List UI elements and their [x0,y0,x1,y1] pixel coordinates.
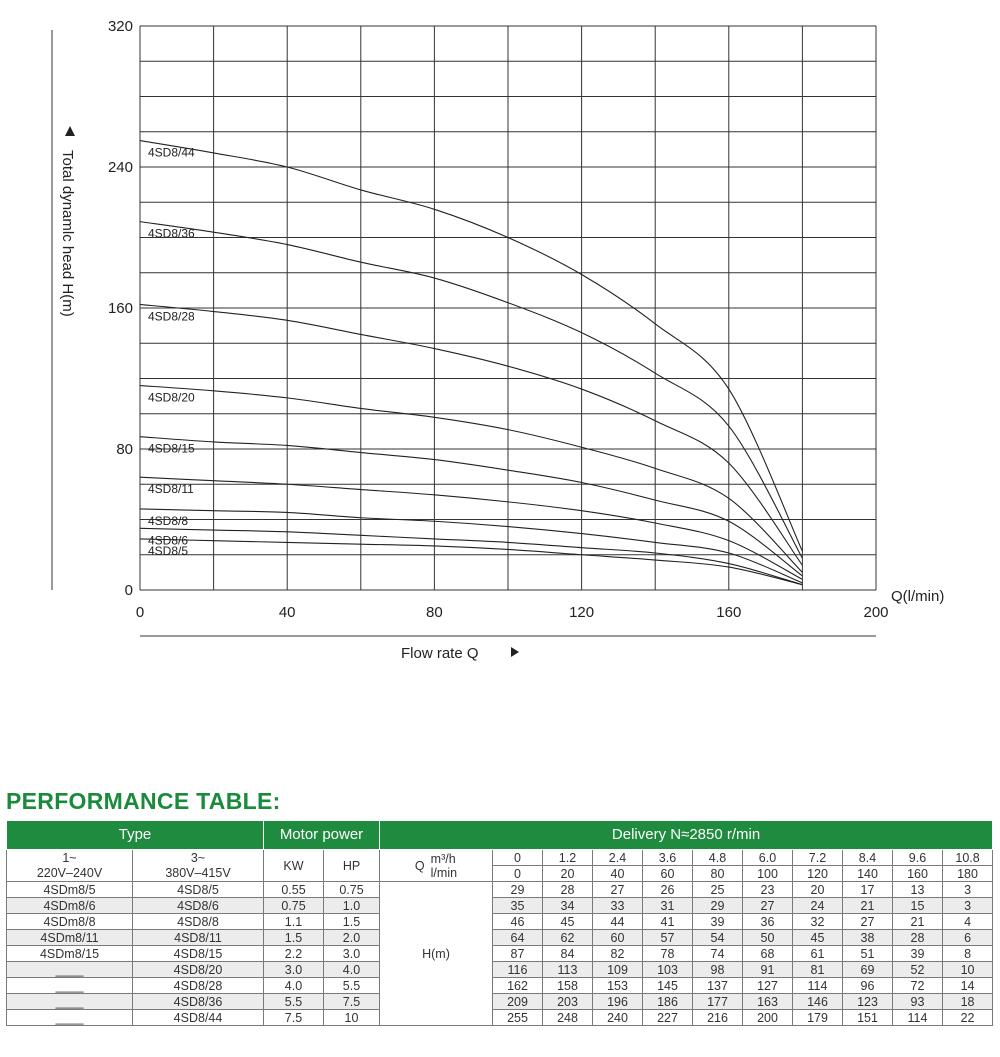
table-row [7,882,993,898]
q-lmin-cell: 20 [543,866,593,882]
kw-cell: 2.2 [264,946,324,962]
q-unit-lmin: l/min [430,865,458,880]
head-value-cell: 24 [793,898,843,914]
curve-label: 4SD8/36 [148,226,195,241]
head-value-cell: 23 [743,882,793,898]
kw-cell: 7.5 [264,1010,324,1026]
head-value-cell: 91 [743,962,793,978]
three-phase-model-cell: 4SD8/6 [133,898,264,914]
single-phase-model-cell: 4SDm8/5 [7,882,133,898]
single-phase-model-cell: ____ [7,994,133,1010]
three-phase-model-cell: 4SD8/5 [133,882,264,898]
header-motor-power: Motor power [264,821,380,850]
q-header [380,850,493,882]
head-value-cell: 51 [843,946,893,962]
y-axis-arrow-icon [65,126,75,136]
head-value-cell: 103 [643,962,693,978]
chart-curves [140,141,802,585]
header-type: Type [7,821,264,850]
curve-line [140,539,802,585]
three-phase-model-cell: 4SD8/36 [133,994,264,1010]
head-value-cell: 158 [543,978,593,994]
q-m3h-cell: 9.6 [893,850,943,866]
head-value-cell: 72 [893,978,943,994]
table-row [7,930,993,946]
head-value-cell: 22 [943,1010,993,1026]
performance-table [6,820,993,1026]
x-tick-label: 200 [863,604,889,621]
curve-label: 4SD8/44 [148,145,195,160]
head-value-cell: 216 [693,1010,743,1026]
head-value-cell: 15 [893,898,943,914]
curve-line [140,509,802,583]
kw-cell: 0.75 [264,898,324,914]
q-lmin-cell: 100 [743,866,793,882]
head-value-cell: 39 [893,946,943,962]
x-tick-label: 80 [426,604,443,621]
q-m3h-cell: 7.2 [793,850,843,866]
hp-cell: 2.0 [324,930,380,946]
head-value-cell: 248 [543,1010,593,1026]
q-lmin-cell: 80 [693,866,743,882]
q-lmin-cell: 60 [643,866,693,882]
three-phase-voltage: 380V–415V [165,865,231,880]
curve-line [140,528,802,584]
x-tick-label: 0 [135,604,145,621]
head-value-cell: 116 [493,962,543,978]
y-tick-label: 0 [124,582,133,599]
y-tick-label: 80 [116,441,133,458]
head-value-cell: 6 [943,930,993,946]
q-lmin-cell: 160 [893,866,943,882]
head-value-cell: 82 [593,946,643,962]
y-tick-label: 160 [107,300,133,317]
curve-label: 4SD8/15 [148,441,195,456]
hp-cell: 10 [324,1010,380,1026]
head-value-cell: 32 [793,914,843,930]
table-row [7,898,993,914]
single-phase-model-cell: 4SDm8/15 [7,946,133,962]
curve-label: 4SD8/5 [148,543,189,558]
q-m3h-cell: 3.6 [643,850,693,866]
head-value-cell: 39 [693,914,743,930]
three-phase-model-cell: 4SD8/44 [133,1010,264,1026]
head-value-cell: 81 [793,962,843,978]
single-phase-model-cell: 4SDm8/8 [7,914,133,930]
x-tick-label: 160 [716,604,742,621]
curve-label: 4SD8/6 [148,533,189,548]
head-value-cell: 255 [493,1010,543,1026]
head-value-cell: 45 [793,930,843,946]
three-phase-label: 3~ [190,850,206,865]
hp-cell: 7.5 [324,994,380,1010]
curve-label: 4SD8/28 [148,309,195,324]
three-phase-model-cell: 4SD8/15 [133,946,264,962]
head-value-cell: 20 [793,882,843,898]
head-value-cell: 200 [743,1010,793,1026]
x-axis-title: Flow rate Q [401,645,479,662]
head-value-cell: 57 [643,930,693,946]
head-value-cell: 60 [593,930,643,946]
kw-header: KW [264,850,324,882]
kw-cell: 0.55 [264,882,324,898]
q-m3h-cell: 10.8 [943,850,993,866]
head-value-cell: 3 [943,882,993,898]
hp-cell: 5.5 [324,978,380,994]
hp-cell: 3.0 [324,946,380,962]
single-phase-model-cell: ____ [7,978,133,994]
head-value-cell: 10 [943,962,993,978]
head-value-cell: 146 [793,994,843,1010]
q-lmin-cell: 40 [593,866,643,882]
table-row [7,914,993,930]
curve-label: 4SD8/8 [148,513,189,528]
single-phase-header [7,850,133,882]
three-phase-header [133,850,264,882]
head-value-cell: 38 [843,930,893,946]
head-value-cell: 27 [843,914,893,930]
subheader-row-1 [7,850,993,866]
header-delivery: Delivery N≈2850 r/min [380,821,993,850]
head-value-cell: 34 [543,898,593,914]
head-value-cell: 209 [493,994,543,1010]
head-value-cell: 3 [943,898,993,914]
chart-grid [140,26,876,590]
head-label-cell: H(m) [380,882,493,1026]
head-value-cell: 27 [743,898,793,914]
head-value-cell: 137 [693,978,743,994]
head-value-cell: 163 [743,994,793,1010]
head-value-cell: 196 [593,994,643,1010]
q-m3h-cell: 4.8 [693,850,743,866]
head-value-cell: 84 [543,946,593,962]
three-phase-model-cell: 4SD8/11 [133,930,264,946]
head-value-cell: 8 [943,946,993,962]
kw-cell: 3.0 [264,962,324,978]
head-value-cell: 227 [643,1010,693,1026]
head-value-cell: 240 [593,1010,643,1026]
table-header-row [7,821,993,850]
q-lmin-cell: 120 [793,866,843,882]
q-label: Q [414,858,425,873]
q-m3h-cell: 1.2 [543,850,593,866]
y-tick-label: 320 [107,18,133,35]
head-value-cell: 27 [593,882,643,898]
three-phase-model-cell: 4SD8/20 [133,962,264,978]
single-phase-model-cell: ____ [7,962,133,978]
x-axis-arrow-icon [511,647,519,657]
table-row [7,946,993,962]
head-value-cell: 41 [643,914,693,930]
hp-cell: 1.5 [324,914,380,930]
head-value-cell: 203 [543,994,593,1010]
head-value-cell: 28 [543,882,593,898]
performance-table-body [7,850,993,1026]
head-value-cell: 26 [643,882,693,898]
head-value-cell: 87 [493,946,543,962]
three-phase-model-cell: 4SD8/28 [133,978,264,994]
curve-line [140,222,802,559]
chart-axis-decorations [52,30,944,662]
head-value-cell: 123 [843,994,893,1010]
head-value-cell: 17 [843,882,893,898]
q-m3h-cell: 8.4 [843,850,893,866]
three-phase-model-cell: 4SD8/8 [133,914,264,930]
x-tick-label: 120 [569,604,595,621]
head-value-cell: 14 [943,978,993,994]
head-value-cell: 4 [943,914,993,930]
q-m3h-cell: 0 [493,850,543,866]
y-axis-title: Total dynamlc head H(m) [59,150,76,317]
head-value-cell: 69 [843,962,893,978]
curve-label: 4SD8/11 [148,482,194,497]
head-value-cell: 29 [493,882,543,898]
head-value-cell: 145 [643,978,693,994]
kw-cell: 4.0 [264,978,324,994]
head-value-cell: 162 [493,978,543,994]
head-value-cell: 151 [843,1010,893,1026]
head-value-cell: 98 [693,962,743,978]
hp-cell: 1.0 [324,898,380,914]
head-value-cell: 45 [543,914,593,930]
head-value-cell: 114 [793,978,843,994]
head-value-cell: 62 [543,930,593,946]
table-row [7,962,993,978]
head-value-cell: 54 [693,930,743,946]
head-value-cell: 35 [493,898,543,914]
table-row [7,1010,993,1026]
head-value-cell: 61 [793,946,843,962]
single-phase-model-cell: ____ [7,1010,133,1026]
head-value-cell: 179 [793,1010,843,1026]
q-unit-m3h: m³/h [430,851,456,866]
head-value-cell: 74 [693,946,743,962]
single-phase-voltage: 220V–240V [36,865,103,880]
head-value-cell: 50 [743,930,793,946]
head-value-cell: 36 [743,914,793,930]
head-value-cell: 44 [593,914,643,930]
head-value-cell: 52 [893,962,943,978]
y-tick-label: 240 [107,159,133,176]
head-value-cell: 93 [893,994,943,1010]
table-row [7,994,993,1010]
head-value-cell: 68 [743,946,793,962]
single-phase-model-cell: 4SDm8/11 [7,930,133,946]
head-value-cell: 78 [643,946,693,962]
curve-label: 4SD8/20 [148,390,195,405]
q-lmin-cell: 0 [493,866,543,882]
head-value-cell: 31 [643,898,693,914]
x-tick-label: 40 [278,604,296,621]
head-value-cell: 13 [893,882,943,898]
head-value-cell: 177 [693,994,743,1010]
head-value-cell: 96 [843,978,893,994]
head-value-cell: 127 [743,978,793,994]
head-value-cell: 29 [693,898,743,914]
head-value-cell: 21 [893,914,943,930]
q-lmin-cell: 180 [943,866,993,882]
head-value-cell: 109 [593,962,643,978]
kw-cell: 1.5 [264,930,324,946]
head-value-cell: 186 [643,994,693,1010]
hp-header: HP [324,850,380,882]
head-value-cell: 25 [693,882,743,898]
performance-table-title: PERFORMANCE TABLE: [6,788,281,814]
kw-cell: 1.1 [264,914,324,930]
head-value-cell: 21 [843,898,893,914]
head-value-cell: 28 [893,930,943,946]
hp-cell: 0.75 [324,882,380,898]
kw-cell: 5.5 [264,994,324,1010]
head-value-cell: 114 [893,1010,943,1026]
single-phase-label: 1~ [62,850,77,865]
single-phase-model-cell: 4SDm8/6 [7,898,133,914]
q-m3h-cell: 6.0 [743,850,793,866]
x-axis-unit-label: Q(l/min) [891,588,945,605]
q-lmin-cell: 140 [843,866,893,882]
chart-series-labels [148,146,195,558]
head-value-cell: 33 [593,898,643,914]
hp-cell: 4.0 [324,962,380,978]
head-value-cell: 113 [543,962,593,978]
head-value-cell: 46 [493,914,543,930]
head-value-cell: 64 [493,930,543,946]
head-value-cell: 18 [943,994,993,1010]
table-row [7,978,993,994]
q-m3h-cell: 2.4 [593,850,643,866]
head-value-cell: 153 [593,978,643,994]
